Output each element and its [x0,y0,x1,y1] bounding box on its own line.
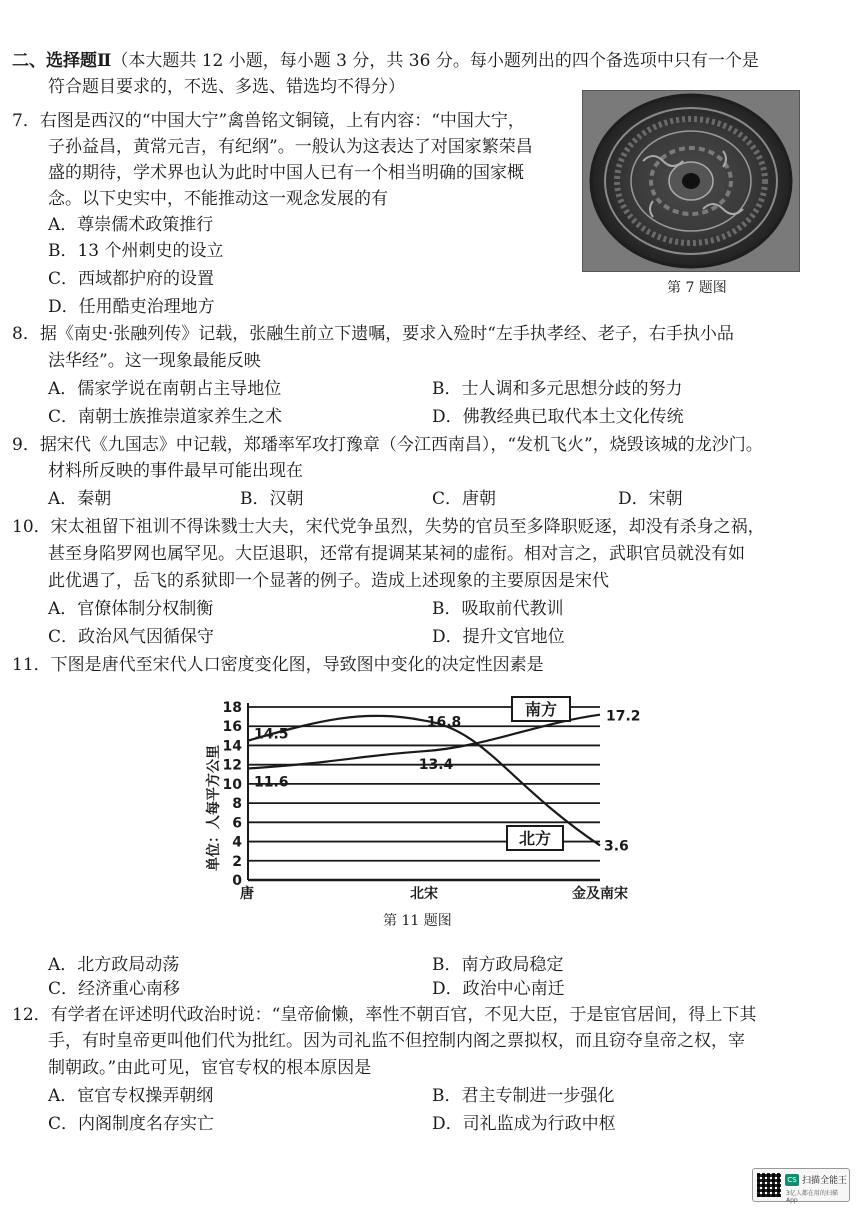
q9-option-a[interactable]: A．秦朝 [48,489,112,509]
data-label-north-song: 16.8 [426,714,462,731]
q11-stem: 11．下图是唐代至宋代人口密度变化图，导致图中变化的决定性因素是 [12,655,544,675]
y-tick-label: 2 [232,853,242,870]
y-tick-label: 6 [232,815,242,832]
q12-option-b[interactable]: B．君主专制进一步强化 [432,1086,615,1106]
watermark-sub: 3亿人都在用的扫描App [786,1190,838,1204]
q9-option-c[interactable]: C．唐朝 [432,489,497,509]
q7-option-a[interactable]: A．尊崇儒术政策推行 [48,215,214,235]
q9-stem-line-1: 9．据宋代《九国志》中记载，郑璠率军攻打豫章（今江西南昌），“发机飞火”，烧毁该城的龙沙门。 [12,435,763,455]
q7-option-d[interactable]: D．任用酷吏治理地方 [48,297,215,317]
q10-stem-line-3: 此优遇了，岳飞的系狱即一个显著的例子。造成上述现象的主要原因是宋代 [48,571,609,591]
y-tick-label: 12 [222,757,242,774]
q8-stem-line-1: 8．据《南史·张融列传》记载，张融生前立下遗嘱，要求入殓时“左手执孝经、老子，右手执小品 [12,324,734,344]
q12-option-c[interactable]: C．内阁制度名存实亡 [48,1114,215,1134]
bronze-mirror-photo [582,90,800,272]
q9-stem-line-2: 材料所反映的事件最早可能出现在 [48,461,303,481]
y-tick-label: 10 [222,776,242,793]
q11-option-a[interactable]: A．北方政局动荡 [48,955,180,975]
q12-option-a[interactable]: A．宦官专权操弄朝纲 [48,1086,214,1106]
q7-stem-line-3: 盛的期待，学术界也认为此时中国人已有一个相当明确的国家概 [48,163,524,183]
q8-option-a[interactable]: A．儒家学说在南朝占主导地位 [48,379,282,399]
q7-stem-line-2: 子孙益昌，黄常元吉，有纪纲”。一般认为这表达了对国家繁荣昌 [48,137,533,157]
data-label-north-jin: 3.6 [604,838,629,855]
q9-option-b[interactable]: B．汉朝 [240,489,304,509]
q12-stem-line-3: 制朝政。”由此可见，宦官专权的根本原因是 [48,1058,372,1078]
q12-stem-line-1: 12．有学者在评述明代政治时说：“皇帝偷懒，率性不朝百官，不见大臣，于是宦官居间，得上下其 [12,1005,757,1025]
data-label-south-tang: 11.6 [254,774,289,791]
q9-option-d[interactable]: D．宋朝 [618,489,683,509]
q11-option-d[interactable]: D．政治中心南迁 [432,979,565,999]
data-label-south-song: 13.4 [418,757,454,774]
x-tick-label: 北宋 [410,886,438,902]
q12-stem-line-2: 手，有时皇帝更叫他们代为批红。因为司礼监不但控制内阁之票拟权，而且窃夺皇帝之权，宰 [48,1031,745,1051]
q7-figure-caption: 第 7 题图 [667,280,727,296]
q10-option-b[interactable]: B．吸取前代教训 [432,599,564,619]
q11-figure-caption: 第 11 题图 [383,913,452,929]
q10-option-c[interactable]: C．政治风气因循保守 [48,627,215,647]
watermark-badge: CS [785,1174,799,1186]
section-header [12,50,759,72]
q8-option-b[interactable]: B．士人调和多元思想分歧的努力 [432,379,683,399]
q10-option-d[interactable]: D．提升文官地位 [432,627,565,647]
q8-stem-line-2: 法华经”。这一现象最能反映 [48,351,261,371]
section-intro-2: 符合题目要求的，不选、多选、错选均不得分） [48,77,405,97]
y-axis-label: 单位：人每平方公里 [206,745,222,871]
x-tick-label: 唐 [240,886,254,902]
scanner-watermark [752,1168,850,1202]
q7-option-c[interactable]: C．西域都护府的设置 [48,269,215,289]
q7-stem-line-4: 念。以下史实中，不能推动这一观念发展的有 [48,189,388,209]
y-tick-label: 18 [222,700,242,716]
q7-option-b[interactable]: B．13 个州刺史的设立 [48,241,224,261]
population-density-chart [200,690,660,920]
y-tick-label: 8 [232,796,242,813]
y-tick-label: 14 [222,738,242,755]
qr-code-icon [757,1173,781,1197]
q10-stem-line-1: 10．宋太祖留下祖训不得诛戮士大夫，宋代党争虽烈，失势的官员至多降职贬逐，却没有杀身之祸， [12,517,765,537]
x-tick-label: 金及南宋 [572,886,628,902]
q11-option-b[interactable]: B．南方政局稳定 [432,955,564,975]
legend-label-south: 南方 [524,700,558,719]
q8-option-d[interactable]: D．佛教经典已取代本土文化传统 [432,407,684,427]
watermark-name: 扫描全能王 [802,1176,848,1186]
y-tick-label: 16 [222,719,242,736]
chart-svg [200,690,660,920]
section-title: 二、选择题Ⅱ [12,51,112,71]
legend-label-north: 北方 [518,829,552,848]
q10-stem-line-2: 甚至身陷罗网也属罕见。大臣退职，还常有提调某某祠的虚衔。相对言之，武职官员就没有如 [48,544,745,564]
q8-option-c[interactable]: C．南朝士族推崇道家养生之术 [48,407,283,427]
x-tick-labels [240,885,628,902]
section-intro-1: （本大题共 12 小题，每小题 3 分，共 36 分。每小题列出的四个备选项中只有一个是 [111,51,759,71]
y-tick-labels [223,700,243,889]
q10-option-a[interactable]: A．官僚体制分权制衡 [48,599,214,619]
data-label-south-jin: 17.2 [606,708,641,725]
data-label-north-tang: 14.5 [254,726,289,743]
y-tick-label: 4 [232,834,242,851]
q12-option-d[interactable]: D．司礼监成为行政中枢 [432,1114,616,1134]
q11-option-c[interactable]: C．经济重心南移 [48,979,181,999]
q7-stem-line-1: 7．右图是西汉的“中国大宁”禽兽铭文铜镜，上有内容：“中国大宁， [12,111,525,131]
bronze-mirror-image [583,91,799,271]
chart-grid [248,703,600,880]
y-tick-label: 0 [232,873,242,889]
